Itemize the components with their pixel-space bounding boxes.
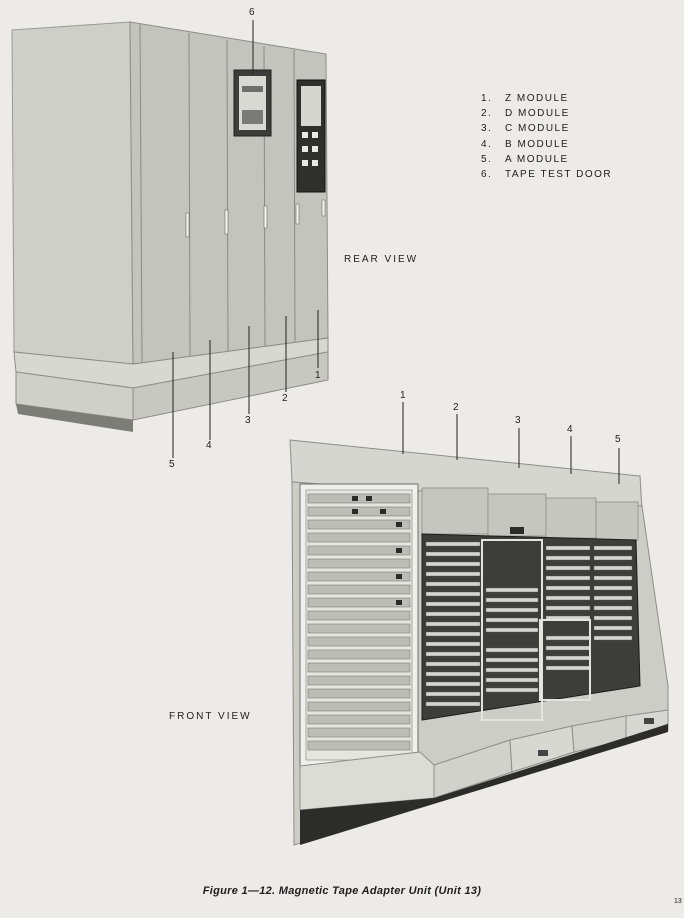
rear-view-cabinet	[12, 22, 328, 432]
rear-view-label: REAR VIEW	[344, 254, 419, 265]
front-view-label: FRONT VIEW	[169, 711, 252, 722]
legend-number: 6.	[481, 169, 493, 181]
legend-label: C MODULE	[505, 123, 570, 135]
legend-number: 2.	[481, 108, 493, 120]
figure-caption: Figure 1—12. Magnetic Tape Adapter Unit (Unit 13)	[202, 885, 482, 897]
legend-item	[481, 121, 612, 136]
rear-callout-4: 4	[206, 440, 213, 451]
legend-number: 1.	[481, 93, 493, 104]
front-callout-2: 2	[453, 402, 460, 413]
front-callout-5: 5	[615, 434, 622, 445]
page-number: 13	[674, 898, 682, 905]
legend-label: B MODULE	[505, 138, 570, 150]
legend-item	[481, 152, 612, 167]
module-legend	[481, 91, 612, 182]
front-callout-1: 1	[400, 390, 407, 401]
rear-callout-1: 1	[315, 370, 322, 381]
legend-label: Z MODULE	[505, 93, 569, 104]
rear-callout-5: 5	[169, 459, 176, 470]
front-callout-3: 3	[515, 415, 522, 426]
rear-callout-2: 2	[282, 393, 289, 404]
legend-number: 3.	[481, 123, 493, 135]
front-callout-4: 4	[567, 424, 574, 435]
legend-item	[481, 91, 612, 106]
rear-callout-6: 6	[249, 7, 256, 18]
legend-number: 5.	[481, 153, 493, 165]
legend-label: D MODULE	[505, 108, 570, 120]
rear-callout-3: 3	[245, 415, 252, 426]
legend-label: A MODULE	[505, 153, 569, 165]
front-module-chassis	[422, 527, 640, 720]
legend-item	[481, 167, 612, 182]
legend-item	[481, 106, 612, 121]
legend-item	[481, 137, 612, 152]
legend-number: 4.	[481, 138, 493, 150]
legend-label: TAPE TEST DOOR	[505, 169, 613, 181]
